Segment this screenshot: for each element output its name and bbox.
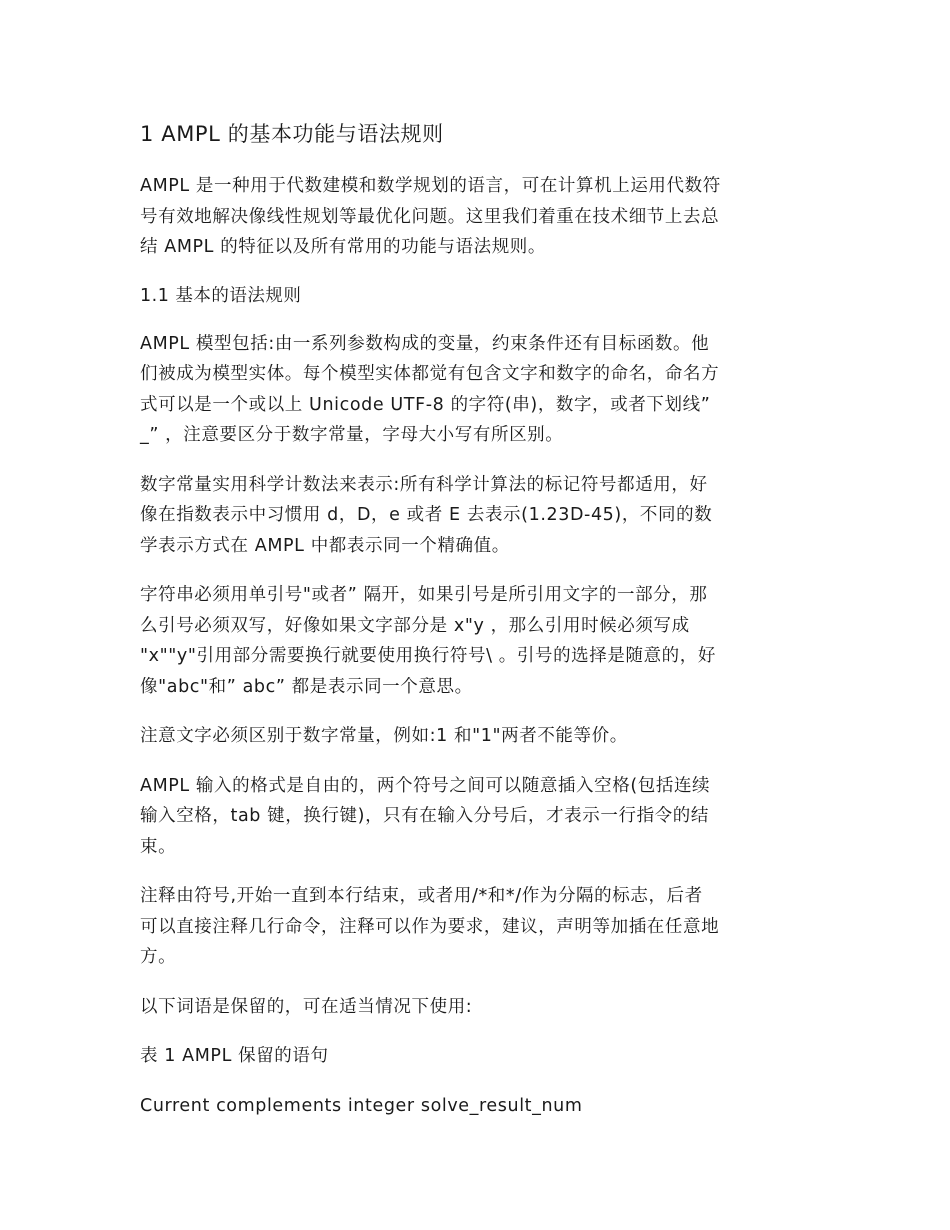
text-line: "x""y"引用部分需要换行就要使用换行符号\ 。引号的选择是随意的，好 bbox=[140, 646, 716, 666]
text-line: 式可以是一个或以上 Unicode UTF-8 的字符(串)，数字，或者下划线” bbox=[140, 394, 711, 415]
section-heading: 1.1 基本的语法规则 bbox=[140, 285, 302, 306]
text-line: 以下词语是保留的，可在适当情况下使用: bbox=[140, 996, 473, 1017]
text-line: 可以直接注释几行命令，注释可以作为要求，建议，声明等加插在任意地 bbox=[140, 916, 720, 937]
text-line: 结 AMPL 的特征以及所有常用的功能与语法规则。 bbox=[140, 237, 546, 257]
text-line: 么引号必须双写，好像如果文字部分是 x"y ，那么引用时候必须写成 bbox=[140, 615, 690, 636]
reserved-words-row bbox=[140, 1091, 820, 1122]
table-caption-text: 表 1 AMPL 保留的语句 bbox=[140, 1046, 329, 1066]
reserved-words-text: Current complements integer solve_result_num bbox=[140, 1095, 583, 1116]
text-line: 像"abc"和” abc” 都是表示同一个意思。 bbox=[140, 676, 473, 697]
text-line: 注意文字必须区别于数字常量，例如:1 和"1"两者不能等价。 bbox=[140, 726, 628, 746]
text-line: 束。 bbox=[140, 836, 177, 857]
text-line: AMPL 是一种用于代数建模和数学规划的语言，可在计算机上运用代数符 bbox=[140, 176, 721, 196]
text-line: 们被成为模型实体。每个模型实体都觉有包含文字和数字的命名，命名方 bbox=[140, 364, 720, 384]
document-page bbox=[140, 118, 820, 1140]
paragraph-literal-note bbox=[140, 721, 820, 752]
paragraph-numeric-constants bbox=[140, 470, 820, 562]
table-caption bbox=[140, 1041, 820, 1072]
paragraph-model-entities bbox=[140, 329, 820, 451]
text-line: 学表示方式在 AMPL 中都表示同一个精确值。 bbox=[140, 535, 510, 556]
text-line: 数字常量实用科学计数法来表示:所有科学计算法的标记符号都适用，好 bbox=[140, 474, 708, 495]
paragraph-comments bbox=[140, 881, 820, 973]
text-line: 号有效地解决像线性规划等最优化问题。这里我们着重在技术细节上去总 bbox=[140, 206, 720, 227]
text-line: 字符串必须用单引号"或者” 隔开，如果引号是所引用文字的一部分，那 bbox=[140, 585, 708, 605]
text-line: AMPL 输入的格式是自由的，两个符号之间可以随意插入空格(包括连续 bbox=[140, 775, 711, 796]
text-line: 像在指数表示中习惯用 d，D，e 或者 E 去表示(1.23D-45)，不同的数 bbox=[140, 505, 713, 525]
text-line: AMPL 模型包括:由一系列参数构成的变量，约束条件还有目标函数。他 bbox=[140, 333, 710, 354]
document-title: 1 AMPL 的基本功能与语法规则 bbox=[140, 122, 444, 146]
paragraph-strings bbox=[140, 580, 820, 702]
text-line: 方。 bbox=[140, 947, 177, 967]
paragraph-reserved-intro bbox=[140, 992, 820, 1023]
paragraph-input-format bbox=[140, 771, 820, 863]
text-line: 注释由符号,开始一直到本行结束，或者用/*和*/作为分隔的标志，后者 bbox=[140, 886, 703, 906]
intro-paragraph bbox=[140, 171, 820, 263]
text-line: 输入空格，tab 键，换行键)，只有在输入分号后，才表示一行指令的结 bbox=[140, 806, 709, 826]
text-line: _” ，注意要区分于数字常量，字母大小写有所区别。 bbox=[140, 425, 564, 445]
